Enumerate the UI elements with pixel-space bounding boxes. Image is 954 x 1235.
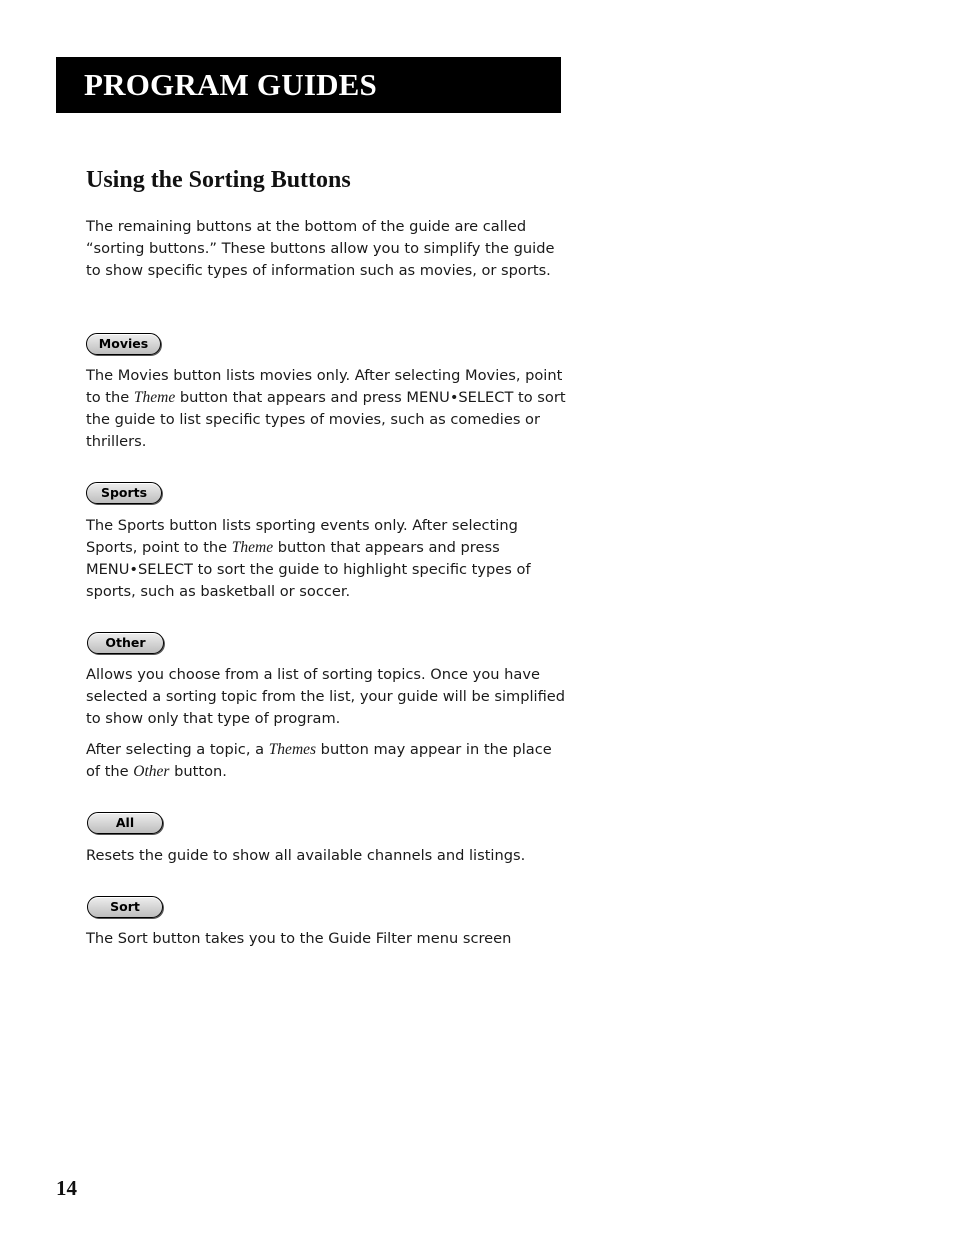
page-title: PROGRAM GUIDES (84, 67, 378, 102)
header-bar (56, 57, 561, 113)
section-heading: Using the Sorting Buttons (86, 167, 351, 193)
other-description: Allows you choose from a list of sorting topics. Once you have selected a sorting topic from the list, your guide will be simplified to show only that type of program. (86, 666, 566, 727)
other-note: After selecting a topic, a Themes button may appear in the place of the Other button. (86, 741, 552, 780)
sort-button[interactable]: Sort (87, 896, 163, 918)
all-button[interactable]: All (87, 812, 163, 834)
other-button[interactable]: Other (87, 632, 164, 654)
sports-description: The Sports button lists sporting events only. After selecting Sports, point to the Theme button that appears and press MENU•SELECT to sort the guide to highlight specific types of sports, such as basketball or soccer. (86, 517, 531, 600)
all-description: Resets the guide to show all available channels and listings. (86, 847, 526, 864)
theme-button-reference: Theme (133, 389, 176, 406)
themes-button-reference: Themes (268, 741, 317, 758)
theme-button-reference: Theme (231, 539, 274, 556)
movies-description: The Movies button lists movies only. After selecting Movies, point to the Theme button that appears and press MENU•SELECT to sort the guide to list specific types of movies, such as comedies or thrillers. (86, 367, 566, 450)
page-number: 14 (56, 1176, 77, 1200)
sports-button[interactable]: Sports (86, 482, 162, 504)
intro-paragraph: The remaining buttons at the bottom of the guide are called “sorting buttons.” These buttons allow you to simplify the guide to show specific types of information such as movies, or sports. (86, 218, 555, 279)
sort-description: The Sort button takes you to the Guide Filter menu screen (86, 930, 512, 947)
movies-button[interactable]: Movies (86, 333, 161, 355)
other-button-reference: Other (133, 763, 170, 780)
